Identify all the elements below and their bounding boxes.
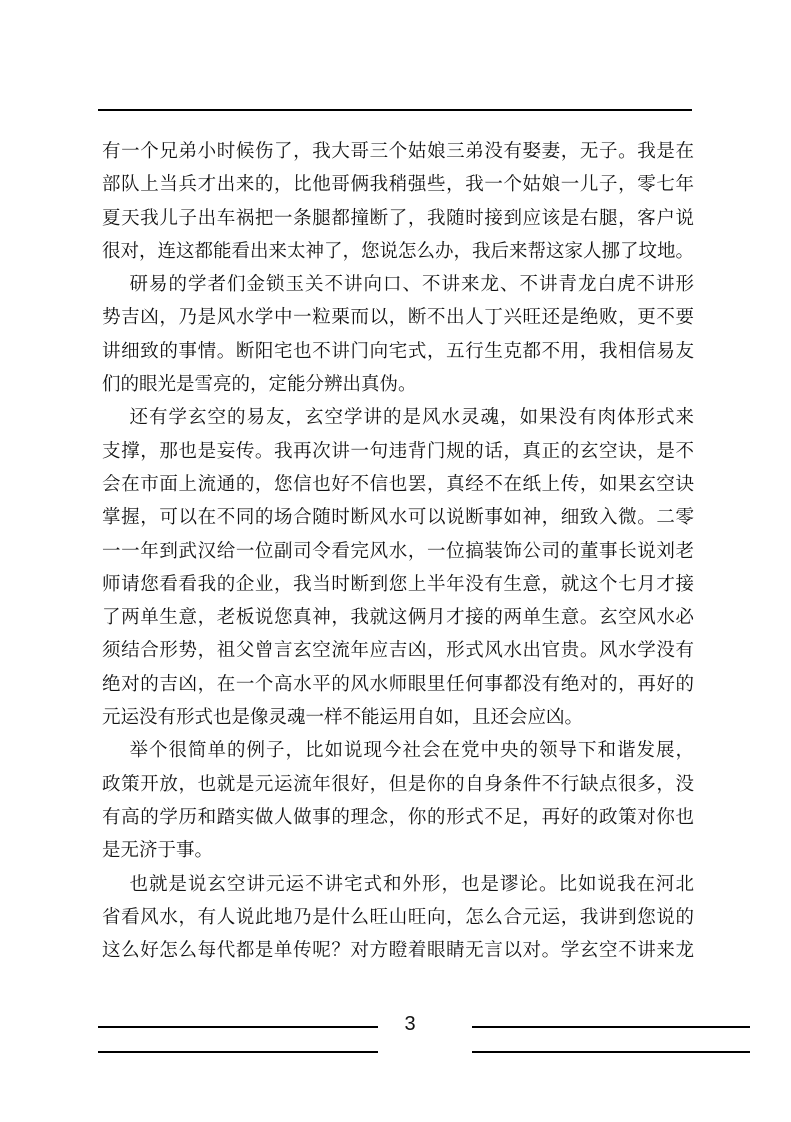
text-line: 绝对的吉凶，在一个高水平的风水师眼里任何事都没有绝对的，再好的 <box>102 673 694 695</box>
text-line: 是无济于事。 <box>102 840 214 862</box>
body-text <box>102 135 694 967</box>
text-line: 一一年到武汉给一位副司令看完风水，一位搞装饰公司的董事长说刘老 <box>102 540 694 562</box>
footer-rule-left-top <box>98 1026 378 1028</box>
text-line: 这么好怎么每代都是单传呢？对方瞪着眼睛无言以对。学玄空不讲来龙 <box>102 940 694 962</box>
text-line: 了两单生意，老板说您真神，我就这俩月才接的两单生意。玄空风水必 <box>102 607 694 629</box>
text-line: 政策开放，也就是元运流年很好，但是你的自身条件不行缺点很多，没 <box>102 773 694 795</box>
text-line: 很对，连这都能看出来太神了，您说怎么办，我后来帮这家人挪了坟地。 <box>102 240 695 262</box>
text-line: 省看风水，有人说此地乃是什么旺山旺向，怎么合元运，我讲到您说的 <box>102 906 694 928</box>
text-line: 掌握，可以在不同的场合随时断风水可以说断事如神，细致入微。二零 <box>102 507 694 529</box>
header-rule <box>98 109 692 111</box>
text-line: 夏天我儿子出车祸把一条腿都撞断了，我随时接到应该是右腿，客户说 <box>102 207 694 229</box>
text-line: 们的眼光是雪亮的，定能分辨出真伪。 <box>102 374 417 396</box>
text-line: 讲细致的事情。断阳宅也不讲门向宅式，五行生克都不用，我相信易友 <box>102 340 694 362</box>
text-line: 有高的学历和踏实做人做事的理念，你的形式不足，再好的政策对你也 <box>102 806 694 828</box>
page-number: 3 <box>404 1013 416 1035</box>
text-line: 元运没有形式也是像灵魂一样不能运用自如，且还会应凶。 <box>102 707 584 729</box>
text-line: 有一个兄弟小时候伤了，我大哥三个姑娘三弟没有娶妻，无子。我是在 <box>102 141 694 162</box>
text-line: 研易的学者们金锁玉关不讲向口、不讲来龙、不讲青龙白虎不讲形 <box>102 274 694 296</box>
text-line: 也就是说玄空讲元运不讲宅式和外形，也是谬论。比如说我在河北 <box>102 873 694 895</box>
text-line: 支撑，那也是妄传。我再次讲一句违背门规的话，真正的玄空诀，是不 <box>102 440 694 462</box>
text-line: 部队上当兵才出来的，比他哥俩我稍强些，我一个姑娘一儿子，零七年 <box>102 174 694 196</box>
footer-rule-left-bottom <box>98 1051 378 1053</box>
text-line: 会在市面上流通的，您信也好不信也罢，真经不在纸上传，如果玄空诀 <box>102 473 694 495</box>
text-line: 师请您看看我的企业，我当时断到您上半年没有生意，就这个七月才接 <box>102 573 694 595</box>
text-line: 势吉凶，乃是风水学中一粒栗而以，断不出人丁兴旺还是绝败，更不要 <box>102 307 694 329</box>
text-line: 举个很简单的例子，比如说现今社会在党中央的领导下和谐发展， <box>102 740 694 762</box>
footer-rule-right-bottom <box>472 1051 750 1053</box>
text-line: 还有学玄空的易友，玄空学讲的是风水灵魂，如果没有肉体形式来 <box>102 407 694 429</box>
footer-rule-right-top <box>472 1026 750 1028</box>
text-line: 须结合形势，祖父曾言玄空流年应吉凶，形式风水出官贵。风水学没有 <box>102 640 694 662</box>
